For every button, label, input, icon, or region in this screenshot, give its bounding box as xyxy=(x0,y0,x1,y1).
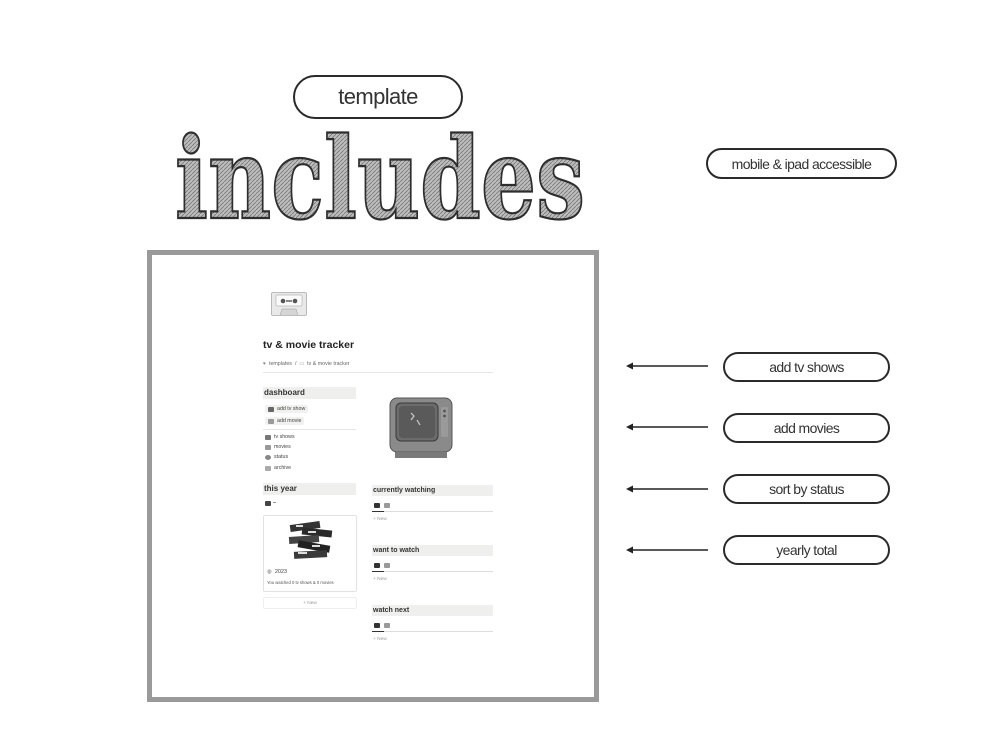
notion-page-preview xyxy=(147,250,599,702)
tv-tab-icon[interactable] xyxy=(374,623,380,628)
add-tv-show-label: add tv show xyxy=(277,406,306,412)
movie-tab-icon[interactable] xyxy=(384,563,390,568)
new-card-button[interactable] xyxy=(263,597,357,609)
cassette-tape-icon xyxy=(271,292,307,316)
page-icon: ▭ xyxy=(299,361,305,367)
card-year xyxy=(267,569,287,575)
mobile-accessible-pill xyxy=(706,148,897,179)
tab-indicator xyxy=(372,511,384,512)
link-movies[interactable] xyxy=(265,444,291,450)
link-status[interactable] xyxy=(265,454,288,460)
new-row-button[interactable]: + New xyxy=(373,517,387,522)
arrow-left-icon xyxy=(626,484,708,494)
movie-tab-icon[interactable] xyxy=(384,623,390,628)
callout-label: sort by status xyxy=(769,481,844,497)
link-label: movies xyxy=(274,444,291,450)
heart-icon: ♥ xyxy=(263,361,266,367)
tab-divider xyxy=(372,631,493,632)
card-summary: You watched 0 tv shows & 0 movies xyxy=(267,580,334,585)
breadcrumb-separator: / xyxy=(294,361,297,367)
tv-icon xyxy=(268,407,274,412)
dashboard-heading: dashboard xyxy=(263,387,356,399)
want-to-watch-heading: want to watch xyxy=(372,545,493,556)
tv-tab-icon[interactable] xyxy=(374,503,380,508)
callout-sort-by-status xyxy=(723,474,890,504)
tv-icon xyxy=(265,435,271,440)
callout-yearly-total xyxy=(723,535,890,565)
arrow-left-icon xyxy=(626,422,708,432)
gallery-view-icon[interactable] xyxy=(265,501,271,506)
year-card[interactable] xyxy=(263,515,357,592)
link-label: archive xyxy=(274,465,292,471)
mobile-accessible-label: mobile & ipad accessible xyxy=(731,155,872,172)
callout-label: yearly total xyxy=(776,542,837,558)
link-archive[interactable] xyxy=(265,465,291,471)
new-row-button[interactable]: + New xyxy=(373,637,387,642)
tv-image xyxy=(387,395,455,459)
tab-indicator xyxy=(372,571,384,572)
card-year-value: 2023 xyxy=(274,569,288,575)
add-movie-button[interactable] xyxy=(265,417,304,425)
clapper-icon xyxy=(268,419,274,424)
archive-icon xyxy=(265,466,271,471)
movie-tab-icon[interactable] xyxy=(384,503,390,508)
includes-headline xyxy=(168,98,593,245)
link-label: tv shows xyxy=(274,434,295,440)
view-dropdown-icon[interactable] xyxy=(273,502,276,503)
watch-next-heading: watch next xyxy=(372,605,493,616)
breadcrumb-parent[interactable]: templates xyxy=(268,361,292,367)
new-label: + New xyxy=(303,600,317,606)
callout-label: add movies xyxy=(773,420,840,436)
calendar-icon: ◍ xyxy=(267,569,272,575)
new-row-button[interactable]: + New xyxy=(373,577,387,582)
divider xyxy=(263,372,493,373)
arrow-left-icon xyxy=(626,545,708,555)
link-tv-shows[interactable] xyxy=(265,434,295,440)
tab-divider xyxy=(372,571,493,572)
includes-headline-text: includes xyxy=(175,114,585,245)
link-label: status xyxy=(274,454,289,460)
breadcrumb-current[interactable]: tv & movie tracker xyxy=(307,361,350,367)
tab-indicator xyxy=(372,631,384,632)
add-movie-label: add movie xyxy=(277,418,302,424)
this-year-heading: this year xyxy=(263,483,356,495)
callout-add-movies xyxy=(723,413,890,443)
callout-add-tv-shows xyxy=(723,352,890,382)
breadcrumb xyxy=(263,361,350,367)
film-icon xyxy=(265,445,271,450)
add-tv-show-button[interactable] xyxy=(265,405,308,413)
page-title: tv & movie tracker xyxy=(263,339,355,351)
arrow-left-icon xyxy=(626,361,708,371)
status-icon xyxy=(265,455,271,460)
tv-tab-icon[interactable] xyxy=(374,563,380,568)
template-pill-label: template xyxy=(338,84,418,109)
divider xyxy=(263,429,356,430)
tab-divider xyxy=(372,511,493,512)
vhs-tapes-icon xyxy=(284,519,338,562)
callout-label: add tv shows xyxy=(769,359,844,375)
currently-watching-heading: currently watching xyxy=(372,485,493,496)
